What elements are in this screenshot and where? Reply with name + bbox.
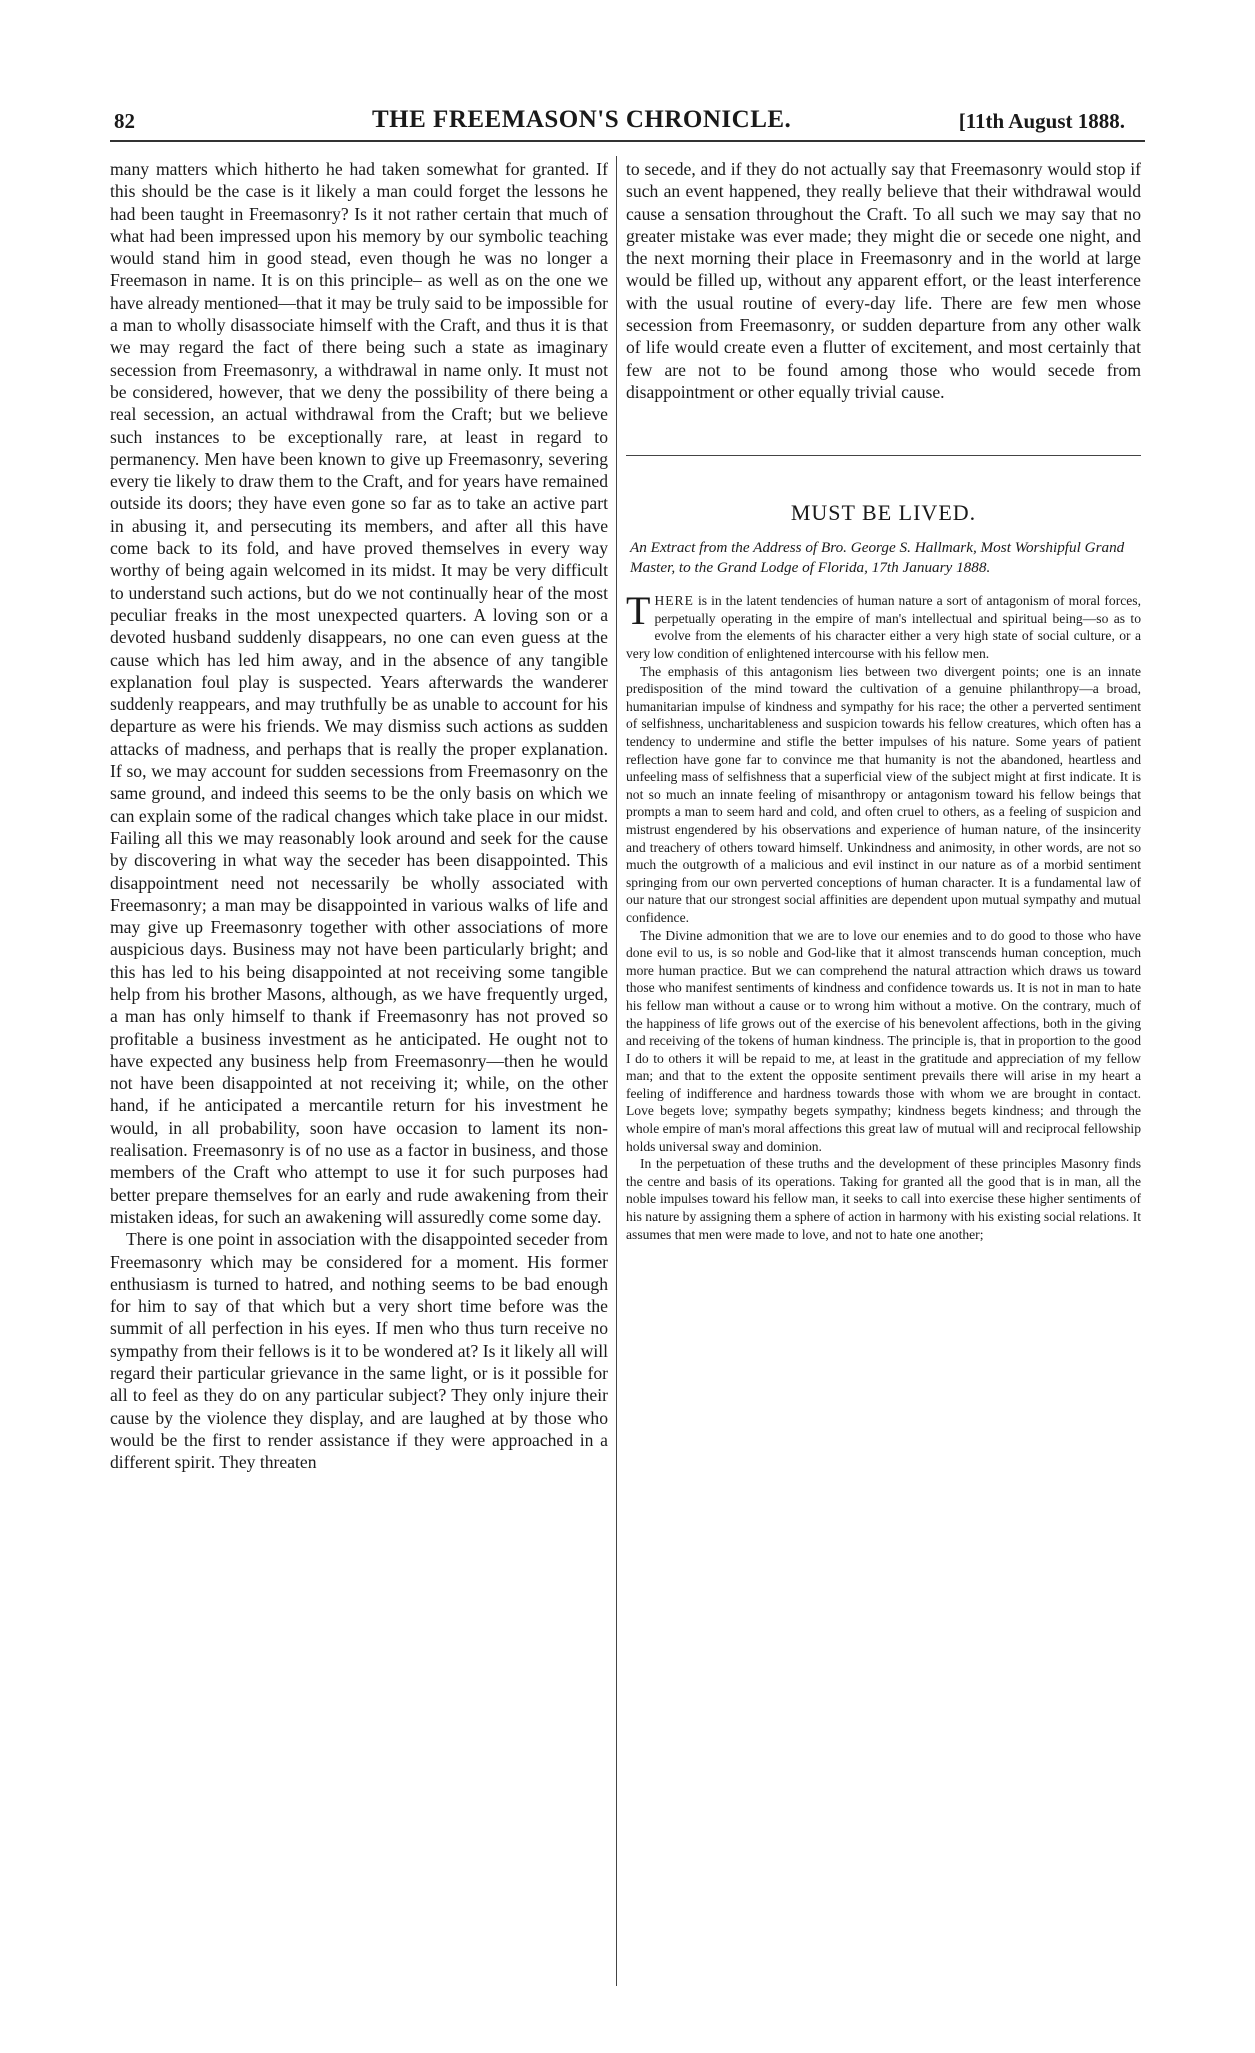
article-paragraph-3: The Divine admonition that we are to love our enemies and to do good to those who have done evil to us, is so noble and God-like that it almost transcends human conception, much more human practice. But we can comprehend the natural attraction which draws us toward those who manifest sentiments of kindness and confidence towards us. It is not in man to hate his fellow man without a cause or to wrong him without a motive. On the contrary, much of the happiness of life grows out of the exercise of his benevolent affections, both in the giving and receiving of the tokens of human kindness. The principle is, that in proportion to the good I do to others it will be repaid to me, at least in the gratitude and appreciation of my fellow man; and that to the extent the opposite sentiment prevails there will arise in my heart a feeling of indifference and hardness towards those with whom we are brought in contact. Love begets love; sympathy begets sympathy; kindness begets kindness; and through the whole empire of man's moral affections this great law of mutual will and reciprocal fellowship holds universal sway and dominion. [626,927,1141,1154]
article-paragraph-4: In the perpetuation of these truths and the development of these principles Masonry finds the centre and basis of its operations. Taking for granted all the good that is in man, all the noble impulses toward his fellow man, it seeks to call into exercise these higher sentiments of his nature by assigning them a sphere of action in harmony with his existing social relations. It assumes that men were made to love, and not to hate one another; [626,1156,1141,1242]
issue-date: [11th August 1888. [958,109,1125,133]
continuation-paragraph: to secede, and if they do not actually say that Freemasonry would stop if such an event happened, they really believe that their withdrawal would cause a sensation throughout the Craft. To all such we may say that no greater mistake was ever made; they might die or secede one night, and the next morning their place in Freemasonry and in the world at large would be filled up, without any apparent effort, or the least interference with the usual routine of every-day life. There are few men whose secession from Freemasonry, or sudden departure from any other walk of life would create even a flutter of excitement, and most certainly that few are not to be found among those who would secede from disappointment or other equally trivial cause. [626,159,1141,402]
first-word: HERE [654,593,694,609]
newspaper-page [110,100,1145,2000]
drop-cap: T [626,588,651,634]
left-paragraph-2: There is one point in association with the disappointed seceder from Freemasonry which may be considered for a moment. His former enthusiasm is turned to hatred, and nothing seems to be bad enough for him to say of that which but a very short time before was the summit of all perfection in his eyes. If men who thus turn receive no sympathy from their fellows is it to be wondered at? Is it likely all will regard their particular grievance in the same light, or is it possible for all to feel as they do on any particular subject? They only injure their cause by the violence they display, and are laughed at by those who would be the first to render assistance if they were approached in a different spirit. They threaten [110,1229,608,1473]
page-header [110,100,1145,140]
article-byline: An Extract from the Address of Bro. George S. Hallmark, Most Worshipful Grand Master, to the Grand Lodge of Florida, 17th January 1888. [630,539,1125,577]
article-paragraph-1-text: is in the latent tendencies of human nature a sort of antagonism of moral forces, perpetually operating in the empire of man's intellectual and spiritual being—so as to evolve from the elements of his character either a very high state of social culture, or a very low condition of enlightened intercourse with his fellow men. [626,593,1141,662]
header-rule [110,140,1145,142]
masthead-title: THE FREEMASON'S CHRONICLE. [372,106,792,133]
section-divider [626,455,1141,456]
right-column [626,158,1141,1243]
column-divider [616,156,617,1986]
left-paragraph-1: many matters which hitherto he had taken somewhat for granted. If this should be the case is it likely a man could forget the lessons he had been taught in Freemasonry? Is it not rather certain that much of what had been impressed upon his memory by our symbolic teaching would stand him in good stead, even though he was no longer a Freemason in name. It is on this principle– as well as on the one we have already mentioned—that it may be truly said to be impossible for a man to wholly disassociate himself with the Craft, and thus it is that we may regard the fact of there being such a state as imaginary secession from Freemasonry, a withdrawal in name only. It must not be considered, however, that we deny the possibility of there being a real secession, an actual withdrawal from the Craft; but we believe such instances to be exceptionally rare, at least in regard to permanency. Men have been known to give up Freemasonry, severing every tie likely to draw them to the Craft, and for years have remained outside its doors; they have even gone so far as to take an active part in abusing it, and persecuting its members, and after all this have come back to its fold, and have proved themselves in every way worthy of being again welcomed in its midst. It may be very difficult to understand such actions, but do we not continually hear of the most peculiar freaks in the most unexpected quarters. A loving son or a devoted husband suddenly disappears, no one can even guess at the cause which has led him away, and in the absence of any tangible explanation foul play is suspected. Years afterwards the wanderer suddenly reappears, and may truthfully be as unable to account for his departure as were his friends. We may dismiss such actions as sudden attacks of madness, and perhaps that is really the proper explanation. If so, we may account for sudden secessions from Freemasonry on the same ground, and indeed this seems to be the only basis on which we can explain some of the radical changes which take place in our midst. Failing all this we may reasonably look around and seek for the cause by discovering in what way the seceder has been disappointed. This disappointment need not necessarily be wholly associated with Freemasonry; a man may be disappointed in various walks of life and may give up Freemasonry together with other associations of more auspicious days. Business may not have been particularly bright; and this has led to his being disappointed at not receiving some tangible help from his brother Masons, although, as we have frequently urged, a man has only himself to thank if Freemasonry has not proved so profitable a business investment as he anticipated. He ought not to have expected any business help from Freemasonry—then he would not have been disappointed at not receiving it; while, on the other hand, if he anticipated a mercantile return for his investment he would, in all probability, soon have occasion to lament its non-realisation. Freemasonry is of no use as a factor in business, and those members of the Craft who attempt to use it for such purposes had better prepare themselves for an early and rude awakening from their mistaken ideas, for such an awakening will assuredly come some day. [110,159,608,1227]
article-body [626,588,1141,1243]
left-column [110,158,608,1474]
article-paragraph-1 [626,588,1141,662]
article-title: MUST BE LIVED. [790,500,977,526]
article-paragraph-2: The emphasis of this antagonism lies between two divergent points; one is an innate predisposition of the mind toward the cultivation of a genuine philanthropy—a broad, humanitarian impulse of kindness and sympathy for his race; the other a perverted sentiment of selfishness, uncharitableness and suspicion towards his fellow creatures, which often has a tendency to undermine and stifle the better impulses of his nature. Some years of patient reflection have gone far to convince me that humanity is not the abandoned, heartless and unfeeling mass of selfishness that a superficial view of the subject might at first indicate. It is not so much an innate feeling of misanthropy or antagonism toward his fellow beings that prompts a man to seem hard and cold, and often cruel to others, as a feeling of suspicion and mistrust engendered by his observations and experience of human nature, of the insincerity and treachery of others toward himself. Unkindness and animosity, in other words, are not so much the outgrowth of a malicious and evil instinct in our nature as of a morbid sentiment springing from our own perverted conceptions of human character. It is a fundamental law of our nature that our strongest social affinities are dependent upon mutual sympathy and mutual confidence. [626,663,1141,925]
page-number: 82 [114,109,135,133]
